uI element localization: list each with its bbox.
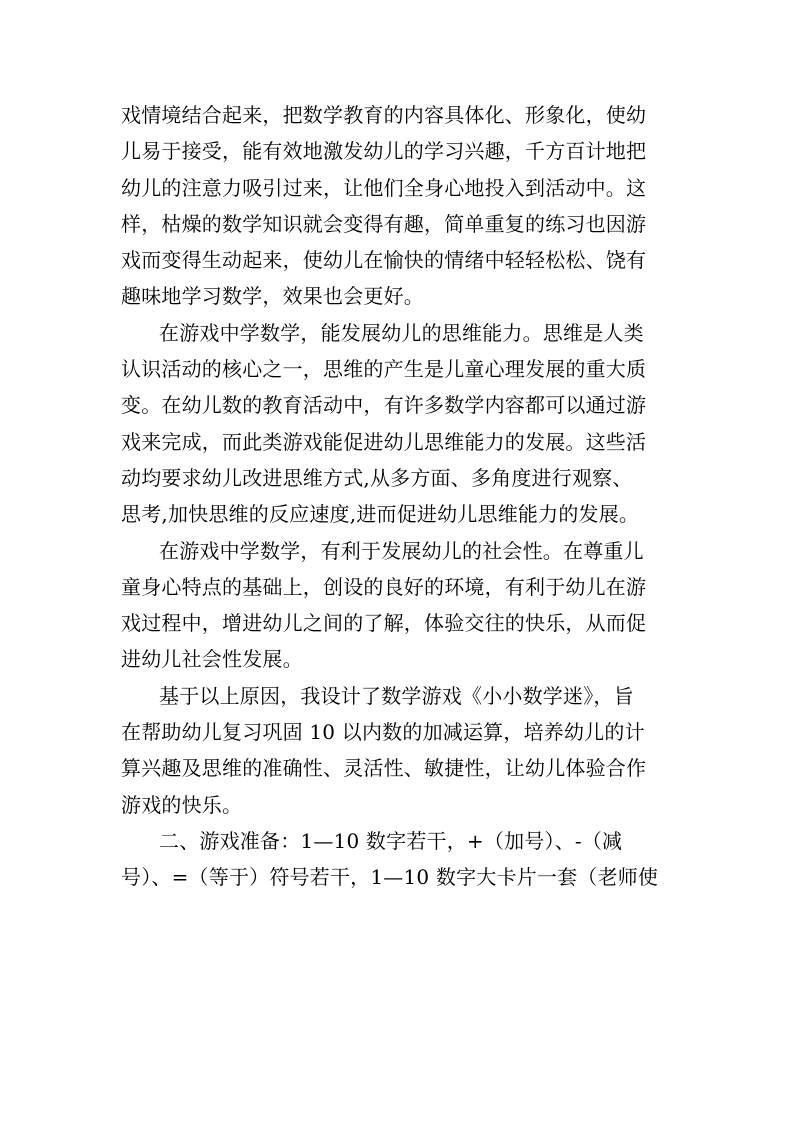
text-line: 游戏的快乐。 [121, 792, 243, 817]
text-line: 动均要求幼儿改进思维方式,从多方面、多角度进行观察、 [121, 465, 633, 490]
paragraph-first-line: 在游戏中学数学，能发展幼儿的思维能力。思维是人类 [159, 320, 644, 345]
text-line: 趣味地学习数学，效果也会更好。 [121, 284, 424, 309]
text-line: 变。在幼儿数的教育活动中，有许多数学内容都可以通过游 [121, 393, 647, 418]
text-line: 进幼儿社会性发展。 [121, 647, 303, 672]
text-line: 幼儿的注意力吸引过来，让他们全身心地投入到活动中。这 [121, 175, 647, 200]
paragraph-first-line: 基于以上原因，我设计了数学游戏《小小数学迷》，旨 [159, 683, 634, 708]
section-heading-line: 二、游戏准备：1—10 数字若干，+（加号）、-（减 [159, 828, 623, 853]
text-line: 样，枯燥的数学知识就会变得有趣，简单重复的练习也因游 [121, 211, 647, 236]
text-line: 算兴趣及思维的准确性、灵活性、敏捷性，让幼儿体验合作 [121, 756, 647, 781]
text-line: 号）、=（等于）符号若干，1—10 数字大卡片一套（老师使 [121, 865, 659, 890]
text-line: 思考,加快思维的反应速度,进而促进幼儿思维能力的发展。 [121, 502, 640, 527]
text-line: 童身心特点的基础上，创设的良好的环境，有利于幼儿在游 [121, 574, 647, 599]
text-line: 戏情境结合起来，把数学教育的内容具体化、形象化，使幼 [121, 103, 647, 127]
text-line: 戏来完成，而此类游戏能促进幼儿思维能力的发展。这些活 [121, 429, 647, 454]
text-line: 戏而变得生动起来，使幼儿在愉快的情绪中轻轻松松、饶有 [121, 248, 647, 273]
text-line: 认识活动的核心之一，思维的产生是儿童心理发展的重大质 [121, 357, 647, 382]
document-body [121, 97, 681, 896]
text-line: 在帮助幼儿复习巩固 10 以内数的加减运算，培养幼儿的计 [121, 720, 645, 745]
text-line: 儿易于接受，能有效地激发幼儿的学习兴趣，千方百计地把 [121, 139, 647, 164]
paragraph-first-line: 在游戏中学数学，有利于发展幼儿的社会性。在尊重儿 [159, 538, 644, 563]
text-line: 戏过程中，增进幼儿之间的了解，体验交往的快乐，从而促 [121, 611, 647, 636]
